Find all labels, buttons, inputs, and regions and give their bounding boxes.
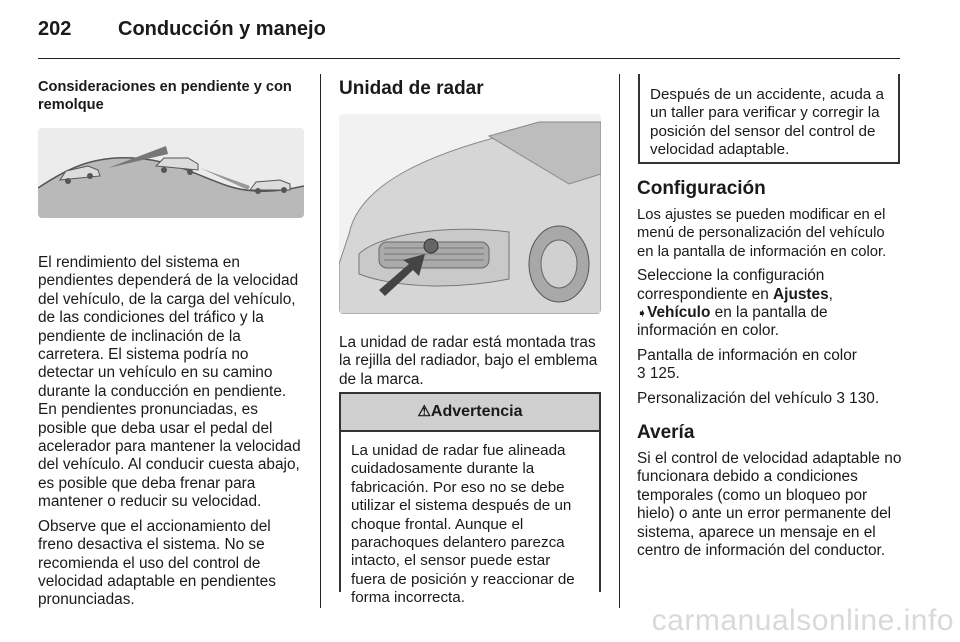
slope-paragraph-2: Observe que el accionamiento del freno desactiva el sistema. No se recomienda el uso del control de velocidad adaptable en pendientes pronunciadas. <box>38 517 276 609</box>
config-paragraph-3 <box>637 347 903 384</box>
warning-text: La unidad de radar fue alineada cuidadosamente durante la fabricación. Por eso no se debe utilizar el sistema después de un choque frontal. Aunque el parachoques delantero parezca intacto, el sensor puede estar fuera de posición y reaccionar de forma incorrecta. <box>351 442 575 607</box>
radar-paragraph: La unidad de radar está montada tras la rejilla del radiador, bajo el emblema de la marca. <box>339 334 598 388</box>
radar-car-illustration <box>339 114 601 314</box>
page-reference-125[interactable]: 3 125. <box>637 365 680 383</box>
radar-heading: Unidad de radar <box>339 78 484 99</box>
config-p2-text: Seleccione la configuración correspondiente en <box>637 267 825 303</box>
header-rule <box>38 58 900 59</box>
page-reference-130[interactable]: 3 130. <box>836 389 880 407</box>
page-header <box>38 18 326 41</box>
config-p2-tail: en la pantalla de información en color. <box>637 304 828 340</box>
watermark: carmanualsonline.info <box>651 604 954 637</box>
column-3 <box>637 178 903 567</box>
note-box: Después de un accidente, acuda a un taller para verificar y corregir la posición del sensor del control de velocidad adaptable. <box>638 74 900 164</box>
warning-title: Advertencia <box>430 403 523 420</box>
config-p4-text: Personalización del vehículo <box>637 389 837 407</box>
slope-illustration <box>38 128 304 218</box>
warning-box <box>339 392 601 607</box>
column-1 <box>38 78 304 616</box>
column-2 <box>339 78 601 395</box>
config-paragraph-4 <box>637 390 903 408</box>
config-p3-text: Pantalla de información en color <box>637 346 857 364</box>
fault-paragraph: Si el control de velocidad adaptable no funcionara debido a condiciones temporales (como un bloqueo por hielo) o ante un error permanente del sistema, aparece un mensaje en el centro de información del conductor. <box>637 450 902 560</box>
column-divider-2 <box>619 74 620 608</box>
arrow-right-icon: ➧ <box>637 306 648 321</box>
slope-paragraph-1: El rendimiento del sistema en pendientes dependerá de la velocidad del vehículo, de la carga del vehículo, de las condiciones del tráfico y la pendiente de inclinación de la carretera. El sistema podría no detectar un vehículo en su camino durante la conducción en pendiente. En pendientes pronunciadas, es posible que deba usar el pedal del acelerador para mantener la velocidad del vehículo. Al conducir cuesta abajo, es posible que deba frenar para mantener o reducir su velocidad. <box>38 254 301 511</box>
warning-triangle-icon: ⚠ <box>417 403 431 420</box>
menu-vehiculo: Vehículo <box>647 304 711 322</box>
config-paragraph-2 <box>637 267 903 341</box>
warning-header <box>341 394 599 432</box>
section-subtitle: Consideraciones en pendiente y con remolque <box>38 79 292 113</box>
chapter-title: Conducción y manejo <box>118 18 326 40</box>
fault-heading: Avería <box>637 422 695 444</box>
page-number: 202 <box>38 18 72 40</box>
config-heading: Configuración <box>637 178 766 199</box>
config-paragraph-1: Los ajustes se pueden modificar en el menú de personalización del vehículo en la pantalla de información en color. <box>637 207 887 260</box>
menu-ajustes: Ajustes <box>773 285 829 303</box>
column-divider-1 <box>320 74 321 608</box>
config-p2-sep: , <box>828 285 833 303</box>
